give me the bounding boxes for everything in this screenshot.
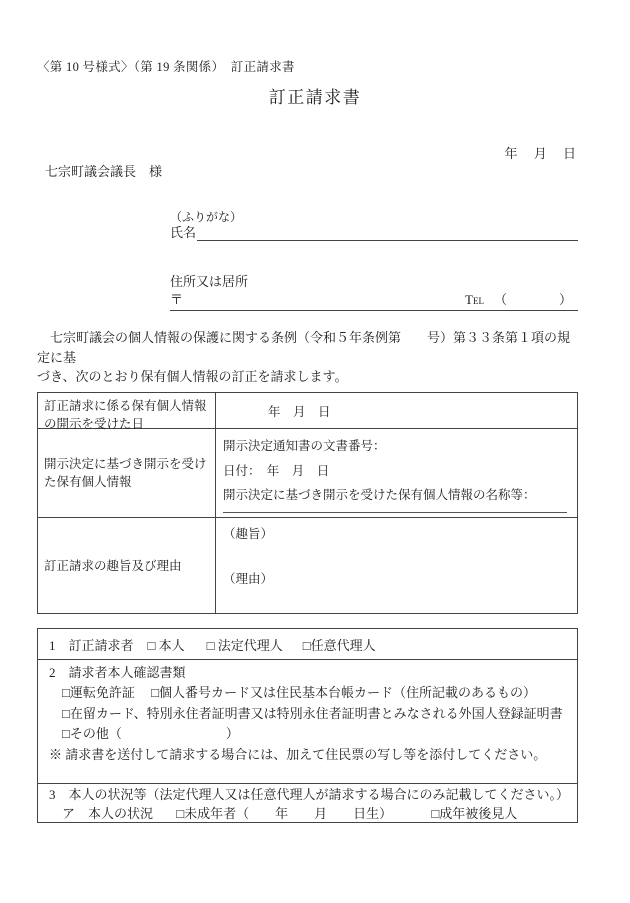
page-title: 訂正請求書 (268, 88, 362, 107)
address-label: 住所又は居所 (170, 274, 249, 289)
date-placeholder: 年 月 日 (504, 146, 576, 161)
tel-label: Tel (465, 292, 484, 307)
purport-reason-label-text: 訂正請求の趣旨及び理由 (44, 558, 182, 573)
mailing-note: ※ 請求書を送付して請求する場合には、加えて住民票の写し等を添付してください。 (49, 746, 547, 762)
checkbox-legal-representative[interactable]: □ 法定代理人 (206, 637, 283, 653)
checkbox-minor[interactable]: □未成年者（ 年 月 日生） (176, 805, 393, 821)
furigana-label: （ふりがな） (170, 210, 243, 224)
identity-documents-row (38, 659, 577, 783)
form-number-line: 〈第 10 号様式〉（第 19 条関係） 訂正請求書 (37, 60, 295, 74)
name-label: 氏名 (170, 225, 197, 240)
disclosure-date-field[interactable] (216, 393, 577, 428)
tel-parens: （ ） (493, 292, 572, 307)
decision-date-label: 日付： 年 月 日 (223, 463, 330, 478)
name-field-row (170, 222, 578, 241)
purport-reason-field[interactable] (216, 518, 577, 613)
disclosed-info-field[interactable] (216, 429, 577, 517)
purport-reason-label (38, 518, 216, 613)
checkbox-self[interactable]: □ 本人 (147, 637, 185, 653)
table-row (38, 428, 577, 517)
disclosure-date-label: 訂正請求に係る保有個人情報の開示を受けた日 (38, 393, 216, 428)
intro-line-2: づき、次のとおり保有個人情報の訂正を請求します。 (37, 369, 348, 384)
table-row (38, 393, 577, 431)
claimant-type-heading: 1 訂正請求者 (49, 637, 134, 653)
reason-label: （理由） (223, 572, 274, 586)
disclosed-info-label-text: 開示決定に基づき開示を受けた保有個人情報 (44, 457, 207, 489)
info-name-label: 開示決定に基づき開示を受けた保有個人情報の名称等： (223, 488, 536, 502)
purport-label: （趣旨） (223, 527, 274, 541)
claimant-type-row (38, 629, 577, 659)
document-number-label: 開示決定通知書の文書番号： (223, 439, 386, 453)
claimant-table (37, 628, 578, 823)
principal-status-sublabel: ア 本人の状況 (62, 805, 154, 821)
checkbox-residence-card[interactable]: □在留カード、特別永住者証明書又は特別永住者証明書とみなされる外国人登録証明書 (62, 705, 563, 721)
intro-paragraph (37, 328, 578, 387)
address-input-line[interactable] (170, 289, 578, 311)
info-name-input-line[interactable] (223, 508, 567, 513)
name-input-line[interactable] (197, 224, 578, 241)
tel-field[interactable] (465, 289, 572, 308)
principal-status-subrow (49, 805, 569, 824)
disclosure-info-table (37, 392, 578, 614)
principal-status-row (38, 783, 577, 822)
identity-documents-heading: 2 請求者本人確認書類 (49, 665, 186, 680)
postal-mark-icon: 〒 (170, 292, 184, 307)
disclosure-date-placeholder: 年 月 日 (268, 404, 331, 419)
checkbox-adult-ward[interactable]: □成年被後見人 (431, 805, 518, 821)
principal-status-heading: 3 本人の状況等（法定代理人又は任意代理人が請求する場合にのみ記載してください。） (49, 787, 570, 802)
checkbox-other-document[interactable]: □その他（ ） (62, 726, 239, 742)
intro-line-1: 七宗町議会の個人情報の保護に関する条例（令和５年条例第 号）第３３条第１項の規定に基 (37, 330, 571, 365)
addressee-line: 七宗町議会議長 様 (45, 164, 163, 179)
disclosed-info-label (38, 429, 216, 517)
checkbox-voluntary-representative[interactable]: □任意代理人 (302, 637, 376, 653)
table-row (38, 517, 577, 613)
checkbox-mynumber-card[interactable]: □個人番号カード又は住民基本台帳カード（住所記載のあるもの） (151, 685, 536, 701)
checkbox-drivers-license[interactable]: □運転免許証 (62, 685, 135, 701)
